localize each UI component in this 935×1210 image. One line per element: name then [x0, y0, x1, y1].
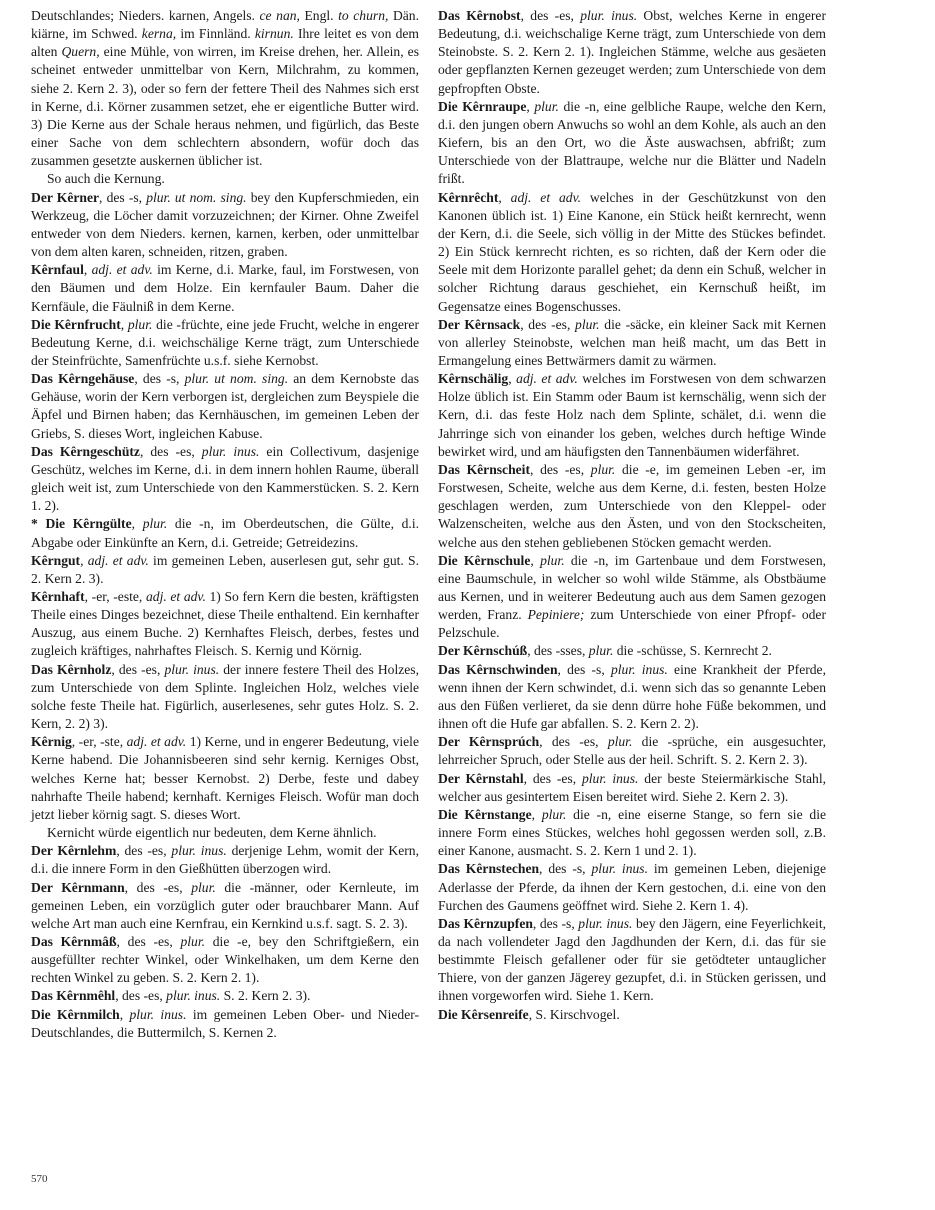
entry-italic-text: plur.: [180, 933, 206, 949]
dictionary-entry: [438, 806, 826, 860]
dictionary-entry: [438, 461, 826, 552]
entry-headword: Kêrnhaft: [31, 589, 85, 604]
entry-text: eine Krankheit der Pferde, wenn ihnen der Kern schwindet, d.i. wenn sich das so genannte Leben aus den Füßen verlieret, da sie denn dürre hohe Füße bekommen, und ihnen oft die Hufe gar abfallen. S. 2. Kern 2. 2).: [438, 661, 826, 732]
entry-text: die -n, eine gelbliche Raupe, welche den Kern, d.i. den jungen obern Anwuchs so wohl an dem Kohle, als auch an den Kiefern, bis an den Ort, wo die Äste auswachsen, abfrißt; zum Unterschiede von der Blattraupe, welche nur die Blätter und Nadeln frißt.: [438, 98, 827, 187]
entry-headword: Der Kêrnstahl: [438, 770, 524, 786]
entry-headword: Kêrnschälig: [438, 371, 509, 387]
entry-text: , des -es,: [116, 843, 172, 859]
dictionary-entry: [438, 98, 826, 189]
entry-headword: Kêrnig: [31, 734, 72, 750]
entry-text: , des -es,: [116, 933, 181, 949]
entry-italic-text: plur.: [191, 879, 216, 895]
entry-italic-text: plur. inus.: [129, 1006, 187, 1022]
entry-text: im gemeinen Leben, auserlesen gut, sehr gut. S. 2. Kern 2. 3).: [31, 552, 420, 586]
entry-text: ,: [530, 552, 541, 568]
entry-headword: Die Kêrnfrucht: [31, 316, 121, 332]
entry-text: die -e, bey den Schriftgießern, ein ausgefüllter rechter Winkel, oder Winkelhaken, um dem Kerne den rechten Winkel zu geben. S. 2. Kern 2. 1).: [31, 933, 419, 986]
entry-italic-text: plur. ut nom. sing.: [146, 189, 247, 205]
entry-italic-text: to churn,: [338, 8, 389, 23]
dictionary-entry: [438, 189, 826, 316]
dictionary-entry: [31, 261, 419, 315]
entry-text: , -er, -este,: [84, 589, 146, 604]
entry-text: 1) Kerne, und in engerer Bedeutung, viele Kerne habend. Die Johannisbeeren sind sehr kernig. Kerniges Obst, welches Kerne hat; besser Kernobst. 2) Derbe, feste und dabey nahrhafte Theile habend; kernhaft. Kerniges Fleisch. Wofür man doch jetzt lieber körnig sagt. S. dieses Wort.: [31, 734, 419, 822]
dictionary-entry: [438, 661, 826, 734]
entry-italic-text: plur. inus.: [201, 443, 260, 459]
entry-headword: Der Kêrnschúß: [438, 643, 528, 659]
entry-italic-text: plur. ut nom. sing.: [184, 371, 289, 387]
dictionary-entry: [438, 915, 826, 1006]
entry-italic-text: plur. inus.: [578, 915, 633, 931]
entry-italic-text: plur.: [127, 316, 153, 332]
entry-text: welches im Forstwesen von dem schwarzen Holze üblich ist. Ein Stamm oder Baum ist kernschälig, wenn sich der Kern, d.i. das feste Holz nach dem Splinte, schälet, d.i. wenn die Jahrringe sich von einander los geben, welches durch heftige Winde bewirket wird, und am häufigsten den Tannenbäumen widerfähret.: [438, 371, 826, 459]
left-column: [31, 7, 419, 1042]
entry-text: im gemeinen Leben Ober- und Nieder-Deutschlandes, die Buttermilch, S. Kernen 2.: [31, 1006, 420, 1040]
entry-text: zum Unterschiede von einer Pfropf- oder Pelzschule.: [438, 607, 826, 641]
entry-italic-text: plur.: [575, 316, 600, 332]
entry-headword: Die Kêrsenreife: [438, 1006, 529, 1022]
entry-text: im Finnländ.: [176, 26, 255, 42]
dictionary-entry: [438, 860, 826, 914]
entry-text: die -früchte, eine jede Frucht, welche in engerer Bedeutung Kerne, d.i. weichschälige Kerne trägt, zum Unterschiede der Steinfrüchte, Samenfrüchte u.s.f. siehe Kernobst.: [31, 316, 419, 368]
entry-text: an dem Kernobste das Gehäuse, worin der Kern verborgen ist, dergleichen zum Beyspiele die Äpfel und Birnen haben; das Kernhäuschen, im gemeinen Leben der Griebs, S. dieses Wort, ingleichen Kabuse.: [31, 371, 419, 441]
entry-text: , des -es,: [111, 661, 165, 677]
entry-text: ,: [131, 516, 143, 532]
dictionary-entry: [31, 170, 419, 188]
dictionary-entry: [438, 1006, 826, 1024]
entry-text: eine Mühle, von wirren, im Kreise drehen, her. Allein, es scheinet entweder unmittelbar von Kern, Milchrahm, zu kommen, siehe 2. Kern 2. 3), oder so fern der fettere Theil des Nahmes sich erst in Kerne, d.i. Körner zusammen setzet, ehe er eigentliche Butter wird. 3) Die Kerne aus der Schale heraus nehmen, und figürlich, das Beste einer Sache von dem schlechtern absondern, wofür doch das zusammen gesetzte auskernen üblicher ist.: [31, 44, 419, 169]
entry-text: die -n, im Gartenbaue und dem Forstwesen, eine Baumschule, in welcher so wohl wilde Stämme, als Obstbäume aus Kernen, und in weiterer Bedeutung auch aus dem Samen gezogen werden, Franz.: [438, 552, 827, 623]
dictionary-entry: [31, 824, 419, 842]
entry-italic-text: kerna,: [141, 26, 177, 42]
dictionary-entry: [438, 316, 826, 370]
entry-text: die -männer, oder Kernleute, im gemeinen Leben, ein vorzüglich guter oder brauchbarer Mann. Auf welche Art man auch eine Kernfrau, ein Kernkind u.s.f. sagt. S. 2. 3).: [31, 879, 419, 931]
entry-headword: Das Kêrngeschütz: [31, 443, 140, 459]
entry-text: der beste Steiermärkische Stahl, welcher aus gesintertem Eisen bereitet wird. Siehe 2. Kern 2. 3).: [438, 770, 827, 804]
dictionary-entry: [438, 370, 826, 461]
entry-italic-text: Quern,: [61, 44, 100, 60]
entry-text: , des -es,: [520, 316, 576, 332]
entry-text: , des -es,: [530, 461, 591, 477]
entry-italic-text: adj. et adv.: [126, 734, 187, 750]
entry-text: , -er, -ste,: [71, 734, 127, 750]
entry-italic-text: plur. inus.: [580, 8, 638, 23]
entry-headword: Kêrngut: [31, 552, 81, 568]
entry-headword: Das Kêrnmêhl: [31, 988, 116, 1004]
entry-text: Engl.: [299, 8, 339, 23]
entry-headword: Die Kêrnschule: [438, 552, 531, 568]
entry-text: Dän. kiärne, im Schwed.: [31, 8, 419, 42]
dictionary-entry: [31, 189, 419, 262]
entry-headword: Das Kêrnstechen: [438, 861, 540, 877]
dictionary-entry: [438, 770, 826, 806]
entry-text: die -säcke, ein kleiner Sack mit Kernen von allerley Steinobste, welchen man heiß macht, um das Bett in Ermangelung eines Bettwärmers damit zu wärmen.: [438, 316, 826, 368]
entry-italic-text: adj. et adv.: [87, 552, 149, 568]
entry-headword: Das Kêrnzupfen: [438, 915, 533, 931]
entry-text: bey den Jägern, eine Feyerlichkeit, da nach vollendeter Jagd den Jagdhunden der Kern, d.i. das für sie bestimmte Fleisch gefallener oder für sie getödteter untauglicher Thiere, von der ganzen Jägerey gezupfet, d.i. in Stücken gerissen, und ihnen vorgeworfen wird. Siehe 1. Kern.: [438, 915, 826, 1004]
entry-text: die -n, eine eiserne Stange, so fern sie die innere Form eines Stückes, welches hohl gegossen werden soll, z.B. einer Kanone, ausmacht. S. 2. Kern 1 und 2. 1).: [438, 806, 827, 859]
dictionary-entry: [31, 316, 419, 370]
entry-text: ,: [120, 316, 128, 332]
dictionary-entry: [438, 7, 826, 98]
entry-text: , des -s,: [539, 861, 592, 877]
entry-italic-text: plur. inus.: [581, 770, 639, 786]
entry-text: die -n, im Oberdeutschen, die Gülte, d.i. Abgabe oder Einkünfte an Kern, d.i. Getreide; Getreidezins.: [31, 516, 419, 550]
entry-italic-text: plur.: [540, 552, 565, 568]
entry-headword: Das Kêrnschwinden: [438, 661, 558, 677]
entry-italic-text: plur. inus.: [164, 661, 220, 677]
entry-text: im gemeinen Leben, diejenige Aderlasse der Pferde, da ihnen der Kern gestochen, d.i. eine von den Furchen des Gaumens geöffnet wird. Siehe 2. Kern 1. 4).: [438, 861, 826, 913]
entry-italic-text: plur. inus.: [166, 988, 221, 1004]
entry-text: , S. Kirschvogel.: [528, 1006, 620, 1022]
dictionary-entry: [31, 7, 419, 170]
entry-headword: Das Kêrnscheit: [438, 461, 530, 477]
entry-text: ,: [526, 98, 535, 114]
entry-text: , des -es,: [520, 8, 581, 23]
entry-italic-text: plur. inus.: [171, 843, 227, 859]
entry-italic-text: plur.: [142, 516, 168, 532]
entry-text: , des -es,: [124, 879, 192, 895]
entry-italic-text: adj. et adv.: [145, 589, 206, 604]
entry-italic-text: plur.: [541, 806, 567, 822]
entry-headword: Kêrnfaul: [31, 262, 84, 278]
entry-text: die -e, im gemeinen Leben -er, im Forstwesen, Scheite, welche aus dem Kerne, d.i. festen, besten Holze geschlagen werden, zum Unterschiede von den Kleppel- oder Walzenscheiten, welche aus den Ästen, und von den Stockscheiten, welche aus den stehen gebliebenen Stöcken gemacht werden.: [438, 461, 826, 550]
entry-italic-text: Pepiniere;: [527, 607, 585, 623]
entry-headword: Der Kêrnsack: [438, 316, 521, 332]
entry-text: ,: [531, 806, 542, 822]
entry-headword: Der Kêrner: [31, 189, 100, 205]
entry-text: , des -es,: [115, 988, 167, 1004]
entry-headword: Das Kêrngehäuse: [31, 371, 135, 387]
entry-text: ein Collectivum, dasjenige Geschütz, welches im Kerne, d.i. in dem innern hohlen Raume, überall gleich weit ist, zum Unterschiede von den Kammerstücken. S. 2. Kern 1. 2).: [31, 443, 419, 514]
entry-italic-text: plur. inus.: [610, 661, 668, 677]
entry-text: Kernicht würde eigentlich nur bedeuten, dem Kerne ähnlich.: [47, 825, 377, 841]
dictionary-entry: [31, 879, 419, 933]
entry-text: Ihre leitet es von dem alten: [31, 26, 419, 60]
entry-text: ,: [508, 371, 517, 387]
dictionary-entry: [31, 515, 419, 551]
dictionary-entry: [31, 370, 419, 443]
entry-text: derjenige Lehm, womit der Kern, d.i. die innere Form in den Gießhütten überzogen wird.: [31, 843, 420, 877]
entry-text: , des -es,: [139, 443, 202, 459]
entry-text: So auch die Kernung.: [47, 171, 165, 187]
entry-headword: Die Kêrnraupe: [438, 98, 527, 114]
entry-text: ,: [119, 1006, 130, 1022]
entry-italic-text: plur.: [534, 98, 559, 114]
entry-headword: Die Kêrnmilch: [31, 1006, 120, 1022]
entry-italic-text: ce nan,: [259, 8, 300, 23]
dictionary-entry: [438, 552, 826, 643]
entry-italic-text: plur. inus.: [591, 861, 648, 877]
entry-text: die -schüsse, S. Kernrecht 2.: [613, 643, 772, 659]
entry-headword: Der Kêrnmann: [31, 879, 125, 895]
dictionary-entry: [31, 733, 419, 824]
entry-text: Deutschlandes; Nieders. karnen, Angels.: [31, 8, 260, 23]
entry-text: bey den Kupferschmieden, ein Werkzeug, die Löcher damit vorzuzeichnen; der Kirner. Ohne Zweifel entweder von dem Nieders. kernen, karnen, kerben, oder unmittelbar von dem alten karen, schneiden, ritzen, graben.: [31, 189, 419, 260]
entry-text: , des -sses,: [527, 643, 589, 659]
entry-italic-text: adj. et adv.: [91, 262, 153, 278]
entry-italic-text: plur.: [607, 734, 633, 750]
entry-text: ,: [83, 262, 92, 278]
right-column: [438, 7, 826, 1024]
entry-text: 1) So fern Kern die besten, kräftigsten Theile eines Dinges bezeichnet, diese Theile enthaltend. Ein kernhafter Auszug, aus einem Buche. 2) Kernhaftes Fleisch, derbes, festes und zugleich kräftiges, nahrhaftes Fleisch. S. Kernig und Körnig.: [31, 589, 419, 659]
dictionary-entry: [31, 1006, 419, 1042]
entry-headword: * Die Kêrngülte: [31, 516, 132, 532]
entry-italic-text: adj. et adv.: [510, 189, 582, 205]
entry-text: die -sprüche, ein ausgesuchter, lehrreicher Spruch, oder Stelle aus der heil. Schrift. S. 2. Kern 2. 3).: [438, 734, 826, 768]
entry-text: S. 2. Kern 2. 3).: [220, 988, 311, 1004]
dictionary-entry: [31, 443, 419, 516]
entry-headword: Das Kêrnholz: [31, 661, 112, 677]
entry-italic-text: plur.: [590, 461, 616, 477]
entry-headword: Der Kêrnlehm: [31, 843, 117, 859]
dictionary-entry: [31, 842, 419, 878]
entry-italic-text: adj. et adv.: [516, 371, 578, 387]
entry-text: welches in der Geschützkunst von den Kanonen üblich ist. 1) Eine Kanone, ein Stück heißt kernrecht, wenn der Kern, d.i. die Seele, sich völlig in der Mitte des Stückes befindet. 2) Ein Stück kernrecht richten, es so richten, daß der Kern oder die Seele mit dem Horizonte parallel gehet; da denn ein Schuß, welcher in solcher Richtung daraus geschiehet, ein Kernschuß heißt, im Gegensatze eines Bogenschusses.: [438, 189, 826, 314]
entry-text: , des -s,: [99, 189, 147, 205]
dictionary-entry: [438, 642, 826, 660]
dictionary-entry: [31, 933, 419, 987]
dictionary-entry: [31, 987, 419, 1005]
dictionary-entry: [31, 588, 419, 661]
entry-text: der innere festere Theil des Holzes, zum Unterschiede von dem Splinte. Ingleichen Holz, welches viele solche feste Theile hat. Figürlich, auserlesenes, sehr gutes Holz. S. 2. Kern, 2. 2) 3).: [31, 661, 419, 732]
dictionary-entry: [31, 661, 419, 734]
dictionary-entry: [31, 552, 419, 588]
entry-text: Obst, welches Kerne in engerer Bedeutung, d.i. weichschalige Kerne trägt, zum Unterschiede von dem Steinobste. S. 2. Kern 2. 1). Ingleichen Stämme, welche aus gesäeten oder gepflanzten Kernen gezeuget werden; zum Unterschiede von dem gepfropften Obste.: [438, 8, 826, 96]
entry-italic-text: kirnun.: [254, 26, 294, 42]
page-number: 570: [31, 1173, 48, 1185]
entry-headword: Kêrnrêcht: [438, 189, 499, 205]
entry-text: , des -s,: [532, 915, 579, 931]
entry-italic-text: plur.: [588, 643, 614, 659]
entry-text: , des -es,: [523, 770, 582, 786]
entry-headword: Die Kêrnstange: [438, 806, 532, 822]
entry-text: , des -s,: [557, 661, 611, 677]
entry-headword: Der Kêrnsprúch: [438, 734, 540, 750]
entry-text: ,: [80, 552, 88, 568]
entry-text: , des -s,: [134, 371, 185, 387]
dictionary-entry: [438, 733, 826, 769]
entry-text: , des -es,: [539, 734, 608, 750]
entry-headword: Das Kêrnmâß: [31, 933, 117, 949]
entry-headword: Das Kêrnobst: [438, 8, 521, 23]
entry-text: ,: [498, 189, 511, 205]
entry-text: im Kerne, d.i. Marke, faul, im Forstwesen, von den Bäumen und dem Holze. Ein kernfauler Baum. Daher die Kernfäule, die Fäulniß in dem Kerne.: [31, 262, 419, 314]
